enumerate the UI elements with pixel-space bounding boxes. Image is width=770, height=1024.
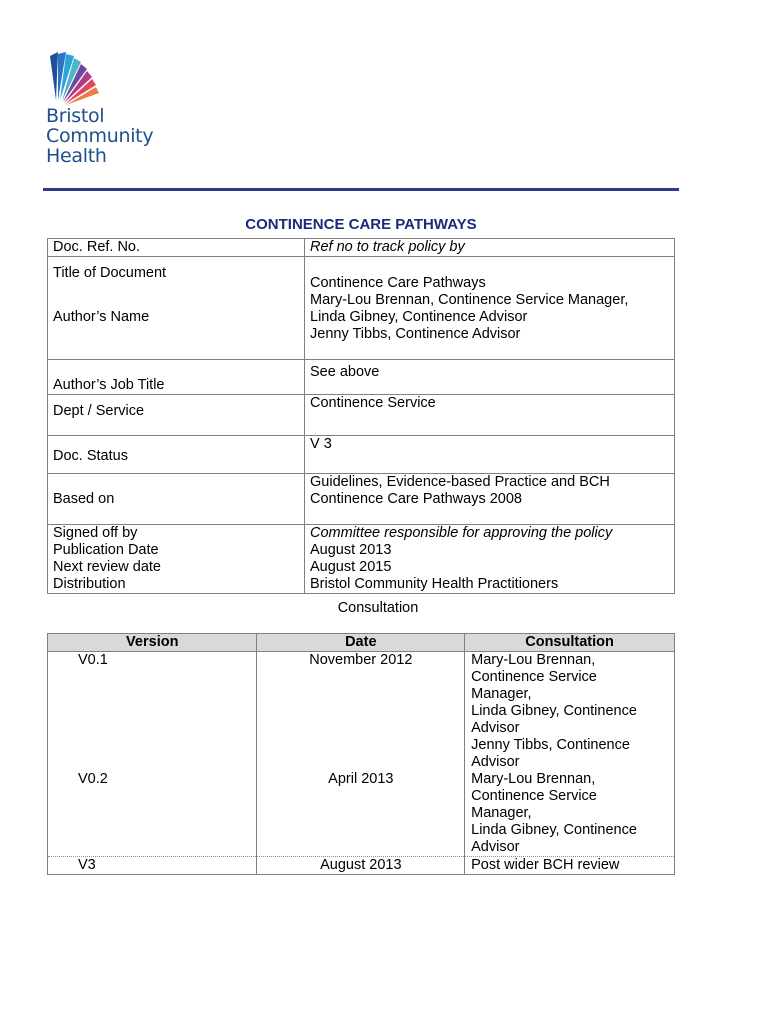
date-cell: November 2012 — [257, 652, 465, 772]
consultation-header: Consultation — [465, 634, 675, 652]
publication-date-value: August 2013 — [310, 542, 392, 558]
table-row — [48, 436, 675, 474]
consultation-cell: Mary-Lou Brennan, Continence Service Manager, Linda Gibney, Continence Advisor — [465, 771, 675, 857]
table-row — [48, 360, 675, 395]
author-value-2: Linda Gibney, Continence Advisor — [310, 309, 528, 325]
publication-date-label: Publication Date — [53, 542, 159, 558]
signed-off-label: Signed off by — [53, 525, 138, 541]
date-cell: August 2013 — [257, 857, 465, 875]
version-cell: V0.1 — [48, 652, 257, 772]
table-row — [48, 474, 675, 525]
table-row — [48, 395, 675, 436]
consultation-cell: Post wider BCH review — [465, 857, 675, 875]
doc-ref-label: Doc. Ref. No. — [48, 239, 305, 257]
version-header: Version — [48, 634, 257, 652]
next-review-value: August 2015 — [310, 559, 392, 575]
logo-line-1: Bristol — [46, 105, 105, 127]
table-row — [48, 652, 675, 772]
next-review-label: Next review date — [53, 559, 161, 575]
logo-line-3: Health — [46, 145, 107, 167]
job-title-value: See above — [305, 360, 675, 395]
dept-value: Continence Service — [305, 395, 675, 436]
document-title: CONTINENCE CARE PATHWAYS — [245, 216, 477, 233]
document-details-table — [47, 238, 675, 594]
bch-logo — [44, 50, 164, 166]
status-label: Doc. Status — [48, 436, 305, 474]
table-row — [48, 857, 675, 875]
based-on-value-1: Guidelines, Evidence-based Practice and BCH — [310, 474, 610, 490]
table-header-row — [48, 634, 675, 652]
based-on-label: Based on — [48, 474, 305, 525]
distribution-label: Distribution — [53, 576, 126, 592]
title-label: Title of Document — [53, 265, 167, 281]
date-header: Date — [257, 634, 465, 652]
dept-label: Dept / Service — [48, 395, 305, 436]
based-on-value-2: Continence Care Pathways 2008 — [310, 491, 522, 507]
author-value-1: Mary-Lou Brennan, Continence Service Manager, — [310, 292, 629, 308]
version-history-table — [47, 633, 675, 875]
version-cell: V3 — [48, 857, 257, 875]
status-value: V 3 — [305, 436, 675, 474]
author-label: Author’s Name — [53, 309, 150, 325]
job-title-label: Author’s Job Title — [48, 360, 305, 395]
table-row — [48, 525, 675, 594]
title-value: Continence Care Pathways — [310, 275, 486, 291]
author-value-3: Jenny Tibbs, Continence Advisor — [310, 326, 521, 342]
version-cell: V0.2 — [48, 771, 257, 857]
header-divider — [43, 188, 679, 191]
fan-logo-icon — [44, 50, 106, 106]
doc-ref-value: Ref no to track policy by — [305, 239, 675, 257]
date-cell: April 2013 — [257, 771, 465, 857]
distribution-value: Bristol Community Health Practitioners — [310, 576, 559, 592]
consultation-cell: Mary-Lou Brennan, Continence Service Manager, Linda Gibney, Continence Advisor Jenny Tibbs, Continence Advisor — [465, 652, 675, 772]
table-row — [48, 239, 675, 257]
logo-line-2: Community — [46, 125, 154, 147]
consultation-heading: Consultation — [337, 600, 419, 616]
signed-off-value: Committee responsible for approving the policy — [310, 525, 613, 541]
table-row — [48, 771, 675, 857]
table-row — [48, 257, 675, 360]
